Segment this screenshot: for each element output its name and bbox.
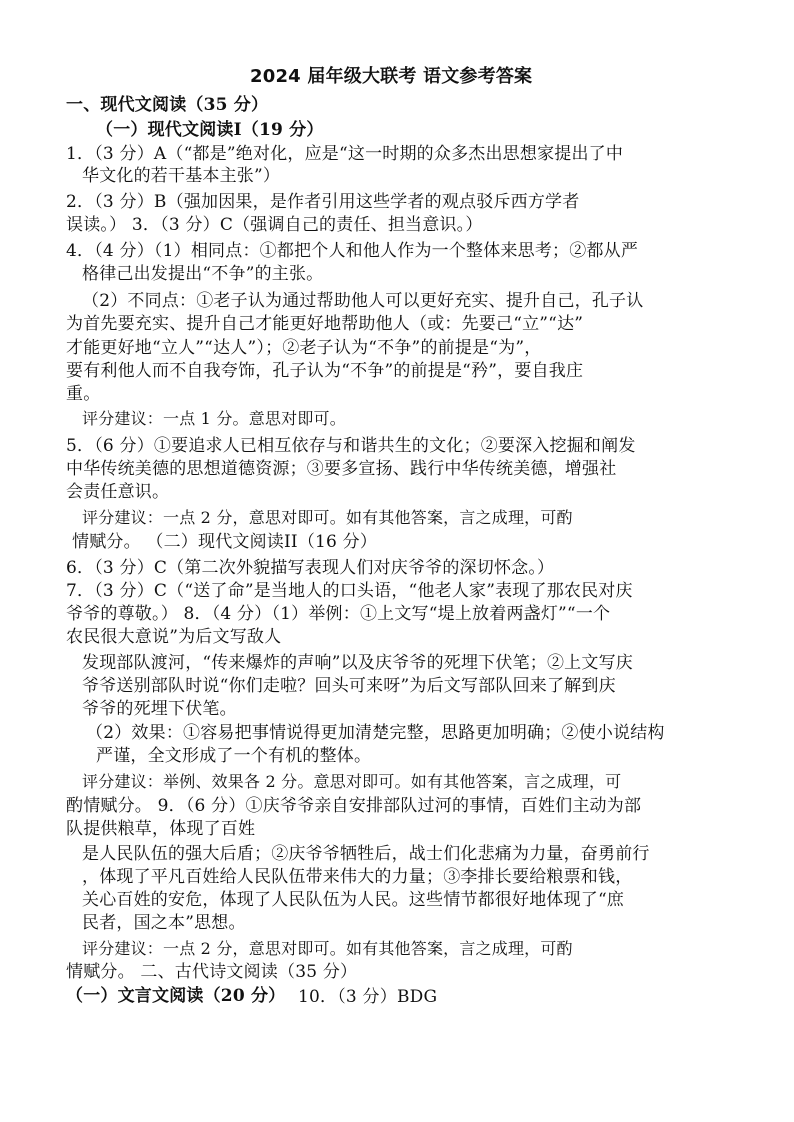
answer-line: 华文化的若干基本主张”）: [82, 166, 281, 186]
section-heading: 一、现代文阅读（35 分）: [66, 95, 269, 115]
answer-line: 关心百姓的安危，体现了人民队伍为人民。这些情节都很好地体现了“庶: [82, 890, 625, 910]
page-title: 2024 届年级大联考 语文参考答案: [250, 66, 533, 87]
grading-note: 评分建议：举例、效果各 2 分。意思对即可。如有其他答案，言之成理，可: [82, 772, 622, 791]
grading-note: 评分建议：一点 1 分。意思对即可。: [82, 409, 346, 428]
answer-line: 发现部队渡河，“传来爆炸的声响”以及庆爷爷的死埋下伏笔；②上文写庆: [82, 653, 633, 673]
answer-line: 中华传统美德的思想道德资源；③要多宣扬、践行中华传统美德，增强社: [66, 459, 617, 479]
answer-line: 爷爷送别部队时说“你们走啦？回头可来呀”为后文写部队回来了解到庆: [82, 676, 616, 696]
answer-line: 爷爷的尊敬。） 8．（4 分）（1）举例：①上文写“堤上放着两盏灯”“一个: [66, 604, 611, 624]
grading-note-and-heading: 情赋分。 二、古代诗文阅读（35 分）: [66, 962, 358, 982]
answer-line: （2）效果：①容易把事情说得更加清楚完整，思路更加明确；②使小说结构: [86, 723, 665, 743]
answer-line: 严谨，全文形成了一个有机的整体。: [96, 746, 372, 766]
grading-note: 评分建议：一点 2 分，意思对即可。如有其他答案，言之成理，可酌: [82, 508, 573, 527]
answer-line: 才能更好地“立人”“达人”）；②老子认为“不争”的前提是“为”，: [66, 338, 542, 358]
answer-line: 民者，国之本”思想。: [82, 913, 246, 933]
answer-line: 要有利他人而不自我夸饰，孔子认为“不争”的前提是“矜”，要自我庄: [66, 361, 584, 381]
answer-line: ，体现了平凡百姓给人民队伍带来伟大的力量；③李排长要给粮票和钱，: [82, 867, 633, 887]
answer-line: 格律己出发提出“不争”的主张。: [82, 264, 324, 284]
answer-line: （2）不同点：①老子认为通过帮助他人可以更好充实、提升自己，孔子认: [82, 291, 644, 311]
answer-line: 4．（4 分）（1）相同点：①都把个人和他人作为一个整体来思考；②都从严: [66, 241, 639, 261]
answer-line: 5．（6 分）①要追求人已相互依存与和谐共生的文化；②要深入挖掘和阐发: [66, 436, 636, 456]
answer-line: 2．（3 分）B（强加因果，是作者引用这些学者的观点驳斥西方学者: [66, 192, 580, 212]
grading-note: 评分建议：一点 2 分，意思对即可。如有其他答案，言之成理，可酌: [82, 939, 573, 958]
answer-line: 6．（3 分）C（第二次外貌描写表现人们对庆爷爷的深切怀念。）: [66, 558, 555, 578]
subsection-heading: （一）文言文阅读（20 分）: [66, 986, 286, 1006]
answer-line: 10．（3 分）BDG: [298, 987, 438, 1007]
answer-line: 会责任意识。: [66, 482, 170, 502]
subsection-heading: （一）现代文阅读I（19 分）: [96, 120, 324, 140]
answer-line: 误读。） 3．（3 分）C（强调自己的责任、担当意识。）: [66, 215, 483, 235]
answer-line: 为首先要充实、提升自己才能更好地帮助他人（或：先要己“立”“达”: [66, 314, 584, 334]
answer-line: 1．（3 分）A（“都是”绝对化，应是“这一时期的众多杰出思想家提出了中: [66, 144, 624, 164]
answer-line: 重。: [66, 384, 101, 404]
answer-line: 是人民队伍的强大后盾；②庆爷爷牺牲后，战士们化悲痛为力量，奋勇前行: [82, 844, 650, 864]
answer-line: 队提供粮草，体现了百姓: [66, 819, 256, 839]
answer-line: 7．（3 分）C（“送了命”是当地人的口头语，“他老人家”表现了那农民对庆: [66, 581, 633, 601]
grading-note-and-heading: 情赋分。 （二）现代文阅读II（16 分）: [72, 532, 378, 552]
answer-line: 酌情赋分。 9．（6 分）①庆爷爷亲自安排部队过河的事情，百姓们主动为部: [66, 796, 642, 816]
answer-line: 爷爷的死埋下伏笔。: [82, 699, 237, 719]
answer-line: 农民很大意说”为后文写敌人: [66, 627, 282, 647]
